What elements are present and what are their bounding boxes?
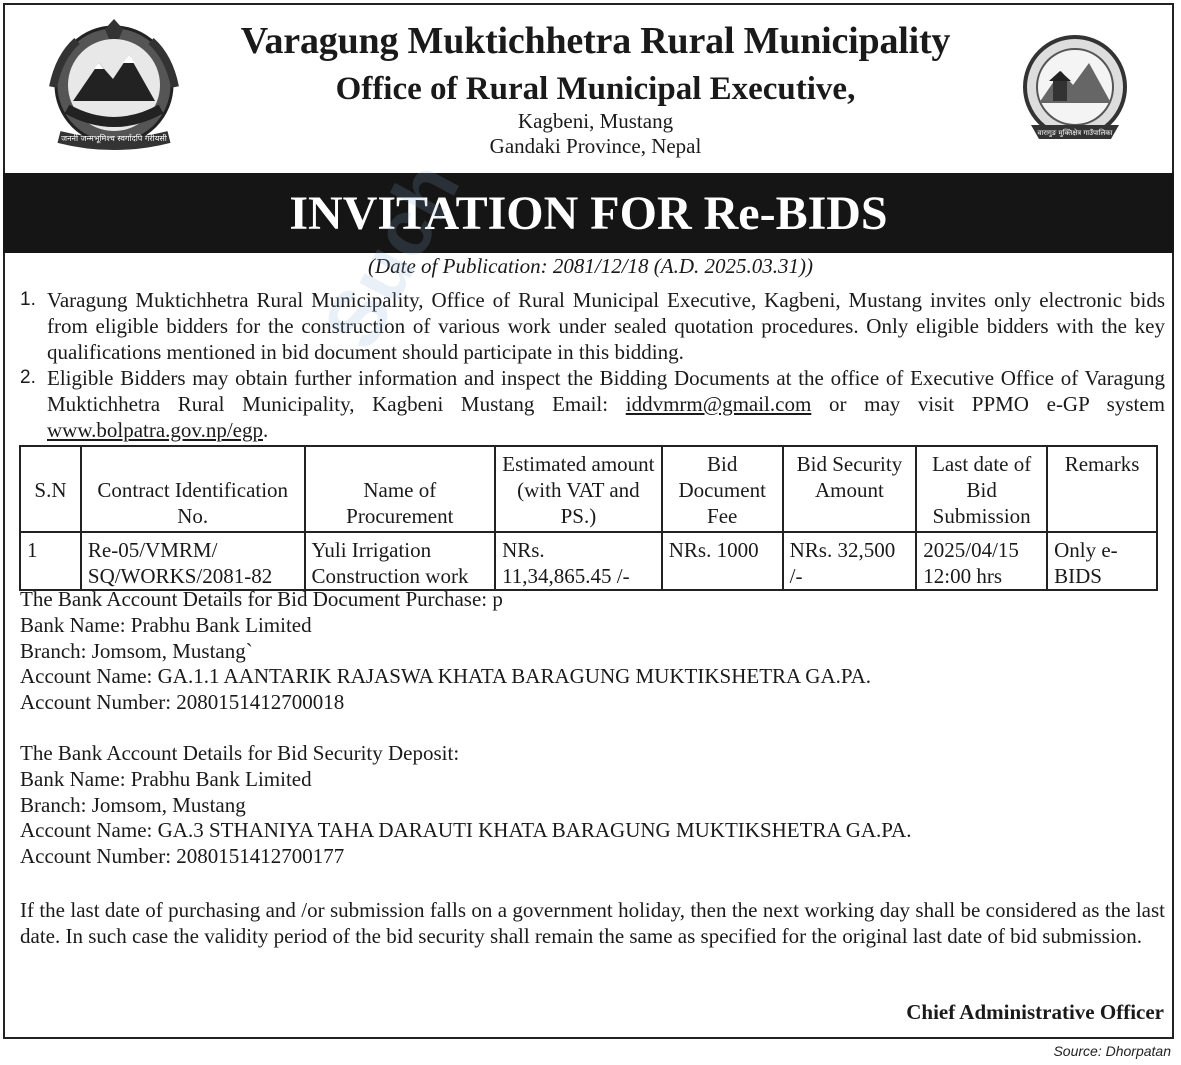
- email-link[interactable]: iddvmrm@gmail.com: [625, 392, 812, 416]
- cell-sn: 1: [20, 532, 81, 590]
- bank-details-purchase: [20, 587, 871, 716]
- header-remarks: Remarks: [1047, 446, 1157, 532]
- watermark: Such: [305, 147, 477, 363]
- svg-text:वारागुङ मुक्तिक्षेत्र गाउँपालि: वारागुङ मुक्तिक्षेत्र गाउँपालिका: [1037, 129, 1113, 137]
- security-account-number: Account Number: 2080151412700177: [20, 844, 345, 869]
- office-subtitle: Office of Rural Municipal Executive,: [335, 71, 856, 107]
- header-sn: S.N: [20, 446, 81, 532]
- cell-contract-id: Re-05/VMRM/ SQ/WORKS/2081-82: [81, 532, 305, 590]
- paragraph-1: [20, 287, 1165, 365]
- header: [5, 5, 1176, 178]
- purchase-bank-name: Bank Name: Prabhu Bank Limited: [20, 612, 312, 637]
- paragraph-1-number: 1.: [20, 289, 36, 310]
- paragraph-2-text: [47, 365, 1165, 443]
- paragraph-2: [20, 365, 1165, 443]
- header-last-date: Last date of Bid Submission: [916, 446, 1047, 532]
- municipality-title: Varagung Muktichhetra Rural Municipality: [240, 20, 951, 62]
- security-heading: The Bank Account Details for Bid Security Deposit:: [20, 741, 460, 765]
- cell-bid-security: NRs. 32,500 /-: [783, 532, 917, 590]
- signature-title: Chief Administrative Officer: [906, 1000, 1164, 1024]
- cell-procurement-name: Yuli Irrigation Construction work: [305, 532, 496, 590]
- purchase-account-number: Account Number: 2080151412700018: [20, 690, 345, 715]
- bid-table: [19, 445, 1158, 591]
- cell-document-fee: NRs. 1000: [662, 532, 783, 590]
- header-document-fee: Bid Document Fee: [662, 446, 783, 532]
- address-line-1: Kagbeni, Mustang: [517, 109, 674, 133]
- municipality-logo-icon: [1013, 33, 1137, 145]
- invitation-banner: INVITATION FOR Re-BIDS: [3, 173, 1174, 253]
- source-credit: Source: Dhorpatan: [1053, 1043, 1171, 1059]
- purchase-heading: The Bank Account Details for Bid Document Purchase: p: [20, 587, 503, 611]
- holiday-clause: If the last date of purchasing and /or submission falls on a government holiday, then the next working day shall be considered as the last date. In such case the validity period of the bid security shall remain the same as specified for the original last date of bid submission.: [20, 898, 1165, 948]
- header-procurement-name: Name of Procurement: [305, 446, 496, 532]
- security-branch: Branch: Jomsom, Mustang: [20, 792, 246, 817]
- security-account-name: Account Name: GA.3 STHANIYA TAHA DARAUTI KHATA BARAGUNG MUKTIKSHETRA GA.PA.: [20, 818, 912, 843]
- paragraph-2-text-a: Eligible Bidders may obtain further information and inspect the Bidding Documents at the office of Executive Office of Varagung Muktichhetra Rural Municipality, Kagbeni Mustang Email:: [47, 366, 1165, 416]
- bank-details-security: [20, 741, 911, 870]
- publication-date: (Date of Publication: 2081/12/18 (A.D. 2025.03.31)): [367, 254, 814, 278]
- security-bank-name: Bank Name: Prabhu Bank Limited: [20, 766, 312, 791]
- table-header-row: [20, 446, 1157, 532]
- paragraph-2-text-c: .: [262, 418, 269, 442]
- paragraph-2-text-b: or may visit PPMO e-GP system: [811, 392, 1165, 416]
- cell-remarks: Only e-BIDS: [1047, 532, 1157, 590]
- purchase-branch: Branch: Jomsom, Mustang`: [20, 638, 253, 663]
- cell-last-date: 2025/04/15 12:00 hrs: [916, 532, 1047, 590]
- paragraph-2-number: 2.: [20, 367, 36, 388]
- paragraph-1-text: Varagung Muktichhetra Rural Municipality, Office of Rural Municipal Executive, Kagbeni, Mustang invites only electronic bids from eligible bidders for the construction of various work under sealed quotation procedures. Only eligible bidders with the key qualifications mentioned in bid document should participate in this bidding.: [47, 288, 1165, 364]
- table-row: [20, 532, 1157, 590]
- header-contract-id: Contract Identification No.: [81, 446, 305, 532]
- purchase-account-name: Account Name: GA.1.1 AANTARIK RAJASWA KHATA BARAGUNG MUKTIKSHETRA GA.PA.: [20, 664, 872, 689]
- cell-estimated-amount: NRs. 11,34,865.45 /-: [495, 532, 662, 590]
- header-estimated-amount: Estimated amount (with VAT and PS.): [495, 446, 662, 532]
- svg-text:जननी जन्मभूमिश्च स्वर्गादपि गर: जननी जन्मभूमिश्च स्वर्गादपि गरीयसी: [61, 134, 167, 143]
- website-link[interactable]: www.bolpatra.gov.np/egp: [47, 418, 263, 442]
- address-line-2: Gandaki Province, Nepal: [489, 134, 702, 158]
- header-bid-security: Bid Security Amount: [783, 446, 917, 532]
